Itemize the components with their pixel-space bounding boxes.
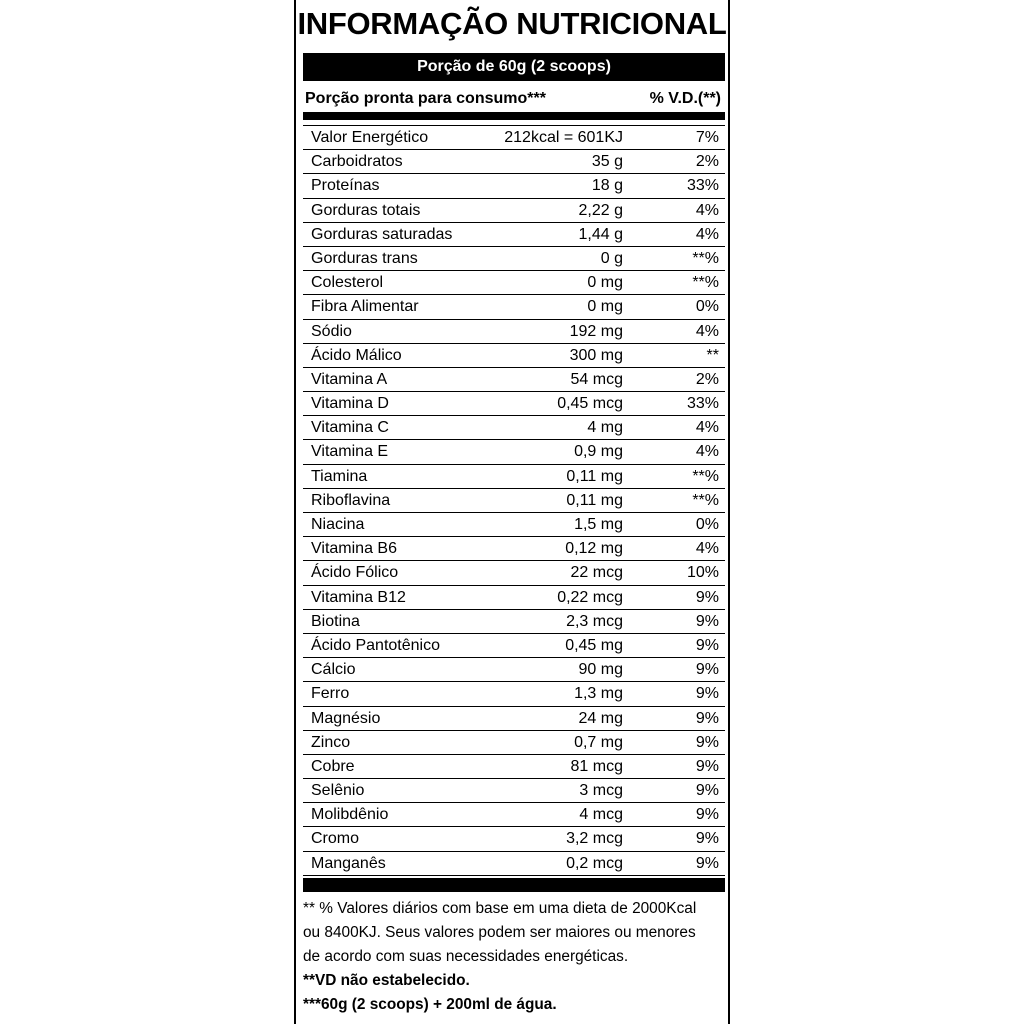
nutrient-name: Magnésio — [311, 709, 381, 727]
nutrient-amount: 24 mg — [578, 709, 623, 727]
nutrient-daily-value: 2% — [695, 153, 719, 171]
nutrient-daily-value: ** — [706, 346, 719, 364]
nutrition-label — [294, 0, 730, 1024]
nutrient-row — [303, 803, 725, 827]
nutrient-name: Ácido Pantotênico — [311, 636, 440, 654]
nutrient-row — [303, 707, 725, 731]
nutrient-row — [303, 150, 725, 174]
nutrient-amount: 192 mg — [569, 322, 623, 340]
nutrient-daily-value: 9% — [695, 685, 719, 703]
nutrient-row — [303, 755, 725, 779]
nutrient-daily-value: 9% — [695, 661, 719, 679]
nutrient-daily-value: 33% — [686, 395, 719, 413]
nutrient-name: Carboidratos — [311, 153, 403, 171]
nutrient-name: Sódio — [311, 322, 352, 340]
nutrient-name: Selênio — [311, 782, 365, 800]
nutrient-row — [303, 368, 725, 392]
nutrient-amount: 3,2 mcg — [566, 830, 623, 848]
bottom-divider — [303, 878, 725, 892]
nutrient-daily-value: 9% — [695, 588, 719, 606]
nutrient-name: Vitamina C — [311, 419, 389, 437]
nutrient-daily-value: **% — [692, 491, 719, 509]
nutrient-amount: 0,11 mg — [566, 467, 623, 485]
nutrient-name: Vitamina E — [311, 443, 389, 461]
nutrient-row — [303, 852, 725, 876]
label-title: INFORMAÇÃO NUTRICIONAL — [297, 6, 727, 41]
nutrient-amount: 18 g — [591, 177, 623, 195]
nutrient-row — [303, 682, 725, 706]
nutrient-amount: 2,22 g — [578, 201, 623, 219]
nutrient-row — [303, 513, 725, 537]
column-header — [305, 88, 721, 110]
nutrient-row — [303, 489, 725, 513]
nutrient-amount: 0,45 mg — [565, 636, 623, 654]
nutrient-row — [303, 731, 725, 755]
nutrient-amount: 0,45 mcg — [557, 395, 623, 413]
nutrient-name: Gorduras trans — [311, 249, 418, 267]
nutrient-daily-value: 9% — [695, 806, 719, 824]
nutrient-amount: 35 g — [591, 153, 623, 171]
nutrient-daily-value: 9% — [695, 636, 719, 654]
nutrient-row — [303, 295, 725, 319]
nutrient-amount: 0 g — [600, 249, 623, 267]
nutrient-row — [303, 827, 725, 851]
nutrient-name: Vitamina A — [311, 370, 388, 388]
nutrient-name: Gorduras saturadas — [311, 225, 453, 243]
nutrient-daily-value: 4% — [695, 443, 719, 461]
nutrient-name: Vitamina D — [311, 395, 389, 413]
nutrient-name: Cromo — [311, 830, 360, 848]
nutrient-name: Vitamina B6 — [311, 540, 397, 558]
nutrient-daily-value: 10% — [686, 564, 719, 582]
nutrient-name: Proteínas — [311, 177, 380, 195]
nutrient-name: Riboflavina — [311, 491, 391, 509]
nutrient-name: Cálcio — [311, 661, 356, 679]
nutrient-name: Molibdênio — [311, 806, 389, 824]
nutrient-row — [303, 344, 725, 368]
nutrient-amount: 0 mg — [587, 298, 623, 316]
nutrient-row — [303, 223, 725, 247]
nutrient-amount: 90 mg — [578, 661, 623, 679]
nutrient-daily-value: **% — [692, 274, 719, 292]
nutrient-name: Niacina — [311, 516, 365, 533]
nutrient-daily-value: **% — [692, 467, 719, 485]
nutrient-name: Biotina — [311, 612, 360, 630]
nutrient-daily-value: **% — [692, 249, 719, 267]
nutrient-name: Gorduras totais — [311, 201, 421, 219]
nutrient-amount: 4 mg — [587, 419, 623, 437]
nutrient-name: Ácido Fólico — [311, 564, 399, 582]
nutrient-table — [303, 125, 725, 876]
nutrient-row — [303, 416, 725, 440]
footnote-line: ou 8400KJ. Seus valores podem ser maiores ou menores — [303, 924, 696, 941]
portion-ready-label: Porção pronta para consumo*** — [305, 90, 546, 107]
nutrient-row — [303, 610, 725, 634]
nutrient-daily-value: 4% — [695, 419, 719, 437]
nutrient-amount: 2,3 mcg — [566, 612, 623, 630]
nutrient-daily-value: 4% — [695, 201, 719, 219]
nutrient-row — [303, 174, 725, 198]
nutrient-daily-value: 0% — [695, 516, 719, 533]
nutrient-row — [303, 199, 725, 223]
nutrient-amount: 3 mcg — [579, 782, 623, 800]
nutrient-amount: 212kcal = 601KJ — [504, 129, 623, 146]
nutrient-daily-value: 9% — [695, 757, 719, 775]
nutrient-name: Colesterol — [311, 274, 384, 292]
nutrient-daily-value: 4% — [695, 322, 719, 340]
nutrient-row — [303, 561, 725, 585]
footnote-line: de acordo com suas necessidades energéticas. — [303, 948, 629, 965]
nutrient-amount: 0 mg — [587, 274, 623, 292]
nutrient-amount: 0,22 mcg — [557, 588, 623, 606]
portion-bar: Porção de 60g (2 scoops) — [303, 53, 725, 81]
nutrient-amount: 0,2 mcg — [566, 854, 623, 872]
nutrient-row — [303, 271, 725, 295]
nutrient-row — [303, 126, 725, 150]
nutrient-row — [303, 586, 725, 610]
nutrient-daily-value: 9% — [695, 612, 719, 630]
nutrient-daily-value: 9% — [695, 854, 719, 872]
footnote-vd-note: **VD não estabelecido. — [303, 972, 470, 989]
nutrient-row — [303, 392, 725, 416]
footnote-line: ** % Valores diários com base em uma dieta de 2000Kcal — [303, 900, 697, 917]
nutrient-amount: 4 mcg — [579, 806, 623, 824]
nutrient-amount: 0,9 mg — [574, 443, 623, 461]
nutrient-amount: 0,7 mg — [574, 733, 623, 751]
nutrient-row — [303, 465, 725, 489]
nutrient-name: Ácido Málico — [311, 346, 402, 364]
nutrient-amount: 1,44 g — [578, 225, 623, 243]
nutrient-daily-value: 0% — [695, 298, 719, 316]
nutrient-name: Zinco — [311, 733, 351, 751]
footnotes — [303, 897, 727, 1017]
nutrient-name: Fibra Alimentar — [311, 298, 419, 316]
nutrient-amount: 0,12 mg — [565, 540, 623, 558]
nutrient-name: Tiamina — [311, 467, 368, 485]
daily-value-header: % V.D.(**) — [649, 90, 721, 107]
nutrient-daily-value: 4% — [695, 540, 719, 558]
nutrient-daily-value: 2% — [695, 370, 719, 388]
nutrient-name: Ferro — [311, 685, 350, 703]
nutrient-row — [303, 440, 725, 464]
nutrient-daily-value: 33% — [686, 177, 719, 195]
nutrient-row — [303, 658, 725, 682]
nutrient-row — [303, 320, 725, 344]
nutrient-amount: 22 mcg — [570, 564, 623, 582]
nutrient-daily-value: 9% — [695, 733, 719, 751]
nutrient-amount: 1,5 mg — [574, 516, 623, 533]
nutrient-amount: 0,11 mg — [566, 491, 623, 509]
nutrient-daily-value: 4% — [695, 225, 719, 243]
nutrient-row — [303, 537, 725, 561]
thick-divider — [303, 112, 725, 120]
nutrient-name: Cobre — [311, 757, 355, 775]
nutrient-daily-value: 9% — [695, 782, 719, 800]
nutrient-amount: 1,3 mg — [574, 685, 623, 703]
nutrient-amount: 54 mcg — [570, 370, 623, 388]
nutrient-amount: 81 mcg — [570, 757, 623, 775]
nutrient-name: Vitamina B12 — [311, 588, 406, 606]
nutrient-name: Valor Energético — [311, 129, 429, 146]
footnote-serving-note: ***60g (2 scoops) + 200ml de água. — [303, 996, 557, 1013]
nutrient-amount: 300 mg — [569, 346, 623, 364]
nutrient-daily-value: 9% — [695, 830, 719, 848]
nutrient-daily-value: 9% — [695, 709, 719, 727]
nutrient-row — [303, 247, 725, 271]
nutrient-row — [303, 779, 725, 803]
nutrient-name: Manganês — [311, 854, 386, 872]
nutrient-row — [303, 634, 725, 658]
nutrient-daily-value: 7% — [695, 129, 719, 146]
